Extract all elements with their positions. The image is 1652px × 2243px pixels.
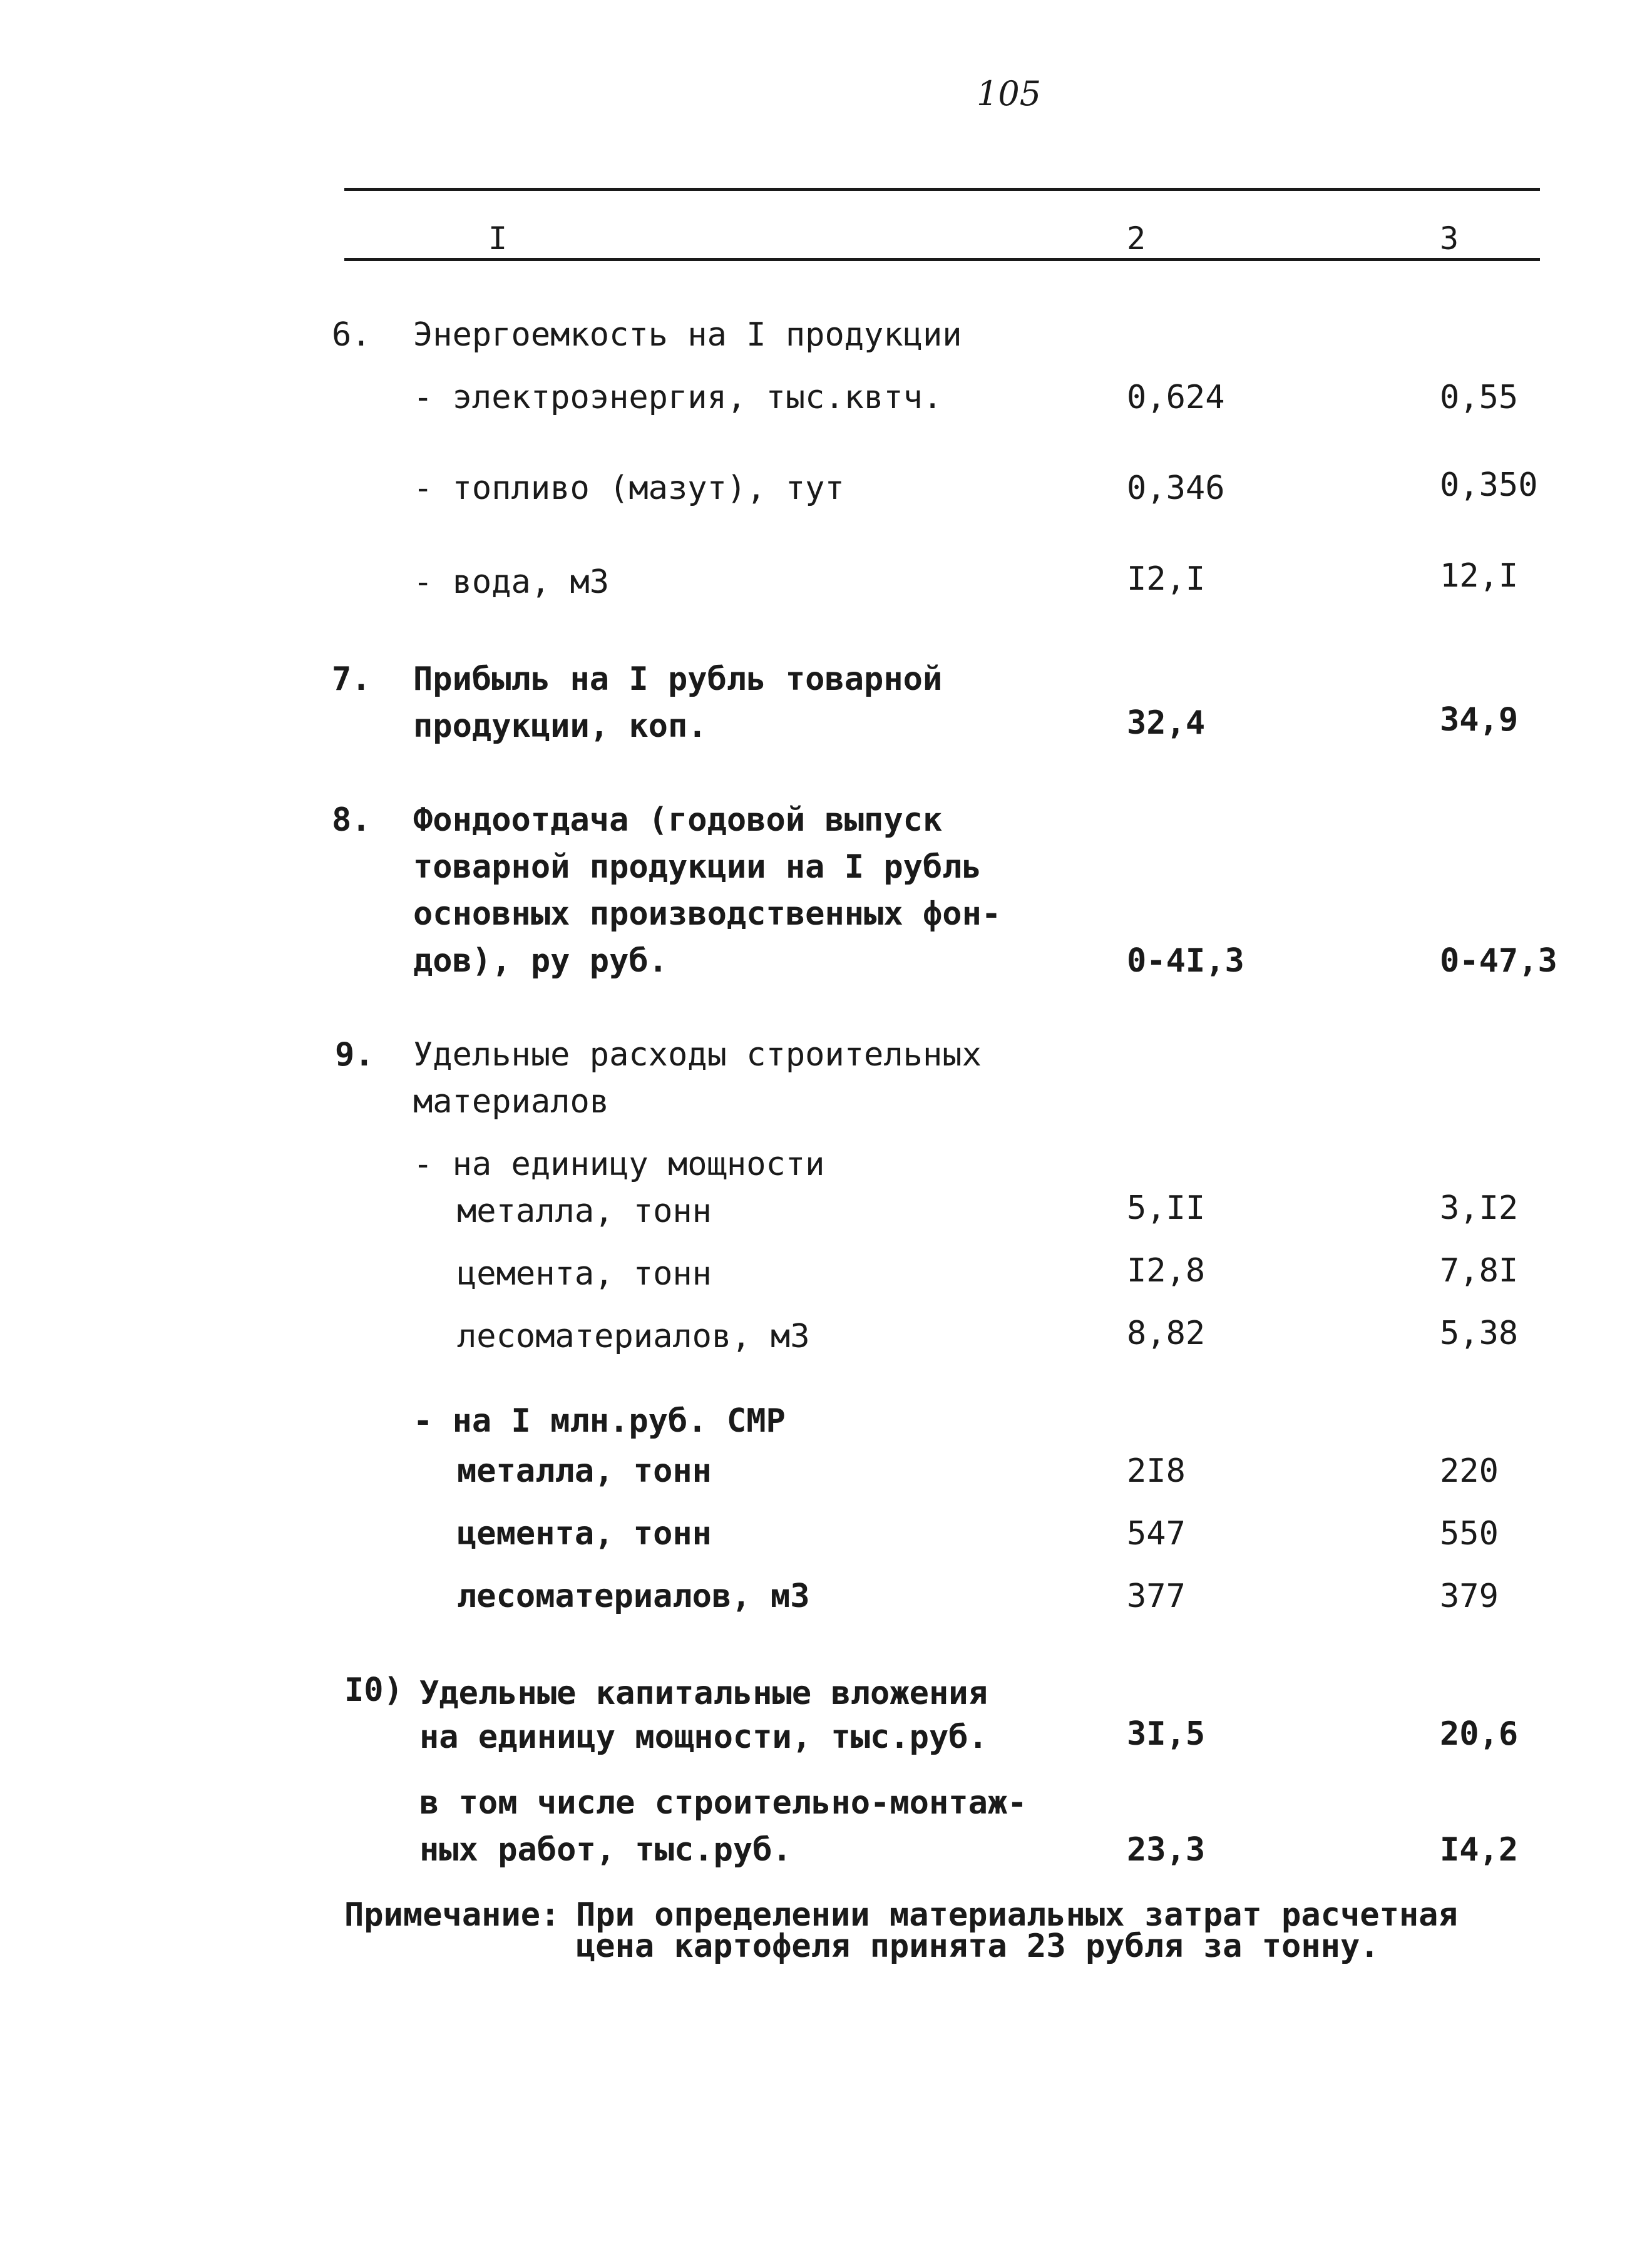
table-top-rule bbox=[344, 188, 1540, 191]
row-value-col2: 23,3 bbox=[1127, 1831, 1206, 1869]
section-line: Удельные расходы строительных bbox=[413, 1036, 982, 1074]
row-label: - электроэнергия, тыс.квтч. bbox=[413, 379, 943, 416]
section-number: 8. bbox=[332, 801, 371, 839]
section-line: Прибыль на I рубль товарной bbox=[413, 660, 943, 698]
subsection-title: - на I млн.руб. СМР bbox=[413, 1402, 786, 1440]
row-value-col2: 8,82 bbox=[1127, 1315, 1206, 1352]
row-value-col2: 32,4 bbox=[1127, 704, 1206, 742]
section-number: 7. bbox=[332, 660, 371, 698]
row-value-col3: 3,I2 bbox=[1440, 1189, 1519, 1227]
header-col-3: 3 bbox=[1440, 220, 1459, 257]
row-label: цемента, тонн bbox=[457, 1515, 712, 1553]
section-line: продукции, коп. bbox=[413, 707, 707, 745]
row-value-col2: 0-4I,3 bbox=[1127, 942, 1244, 980]
row-label: - вода, м3 bbox=[413, 563, 610, 601]
row-value-col2: 0,346 bbox=[1127, 470, 1225, 507]
row-value-col3: 550 bbox=[1440, 1515, 1499, 1553]
row-value-col2: 2I8 bbox=[1127, 1452, 1186, 1490]
header-col-1: I bbox=[488, 220, 508, 257]
table-header-rule bbox=[344, 258, 1540, 261]
row-label: цемента, тонн bbox=[457, 1255, 712, 1293]
section-line: Фондоотдача (годовой выпуск bbox=[413, 801, 943, 839]
page-number: 105 bbox=[977, 74, 1042, 113]
section-line: в том числе строительно-монтаж- bbox=[419, 1784, 1027, 1822]
row-label: лесоматериалов, м3 bbox=[457, 1318, 810, 1355]
row-value-col2: 377 bbox=[1127, 1578, 1186, 1615]
row-value-col2: 3I,5 bbox=[1127, 1715, 1206, 1753]
row-label: металла, тонн bbox=[457, 1193, 712, 1230]
row-value-col3: I4,2 bbox=[1440, 1831, 1519, 1869]
row-value-col3: 0,350 bbox=[1440, 466, 1538, 504]
section-line: товарной продукции на I рубль bbox=[413, 848, 982, 886]
row-value-col3: 220 bbox=[1440, 1452, 1499, 1490]
header-col-2: 2 bbox=[1127, 220, 1146, 257]
row-value-col3: 0,55 bbox=[1440, 379, 1519, 416]
row-value-col3: 5,38 bbox=[1440, 1315, 1519, 1352]
row-value-col3: 12,I bbox=[1440, 557, 1519, 595]
subsection-title: - на единицу мощности bbox=[413, 1146, 825, 1183]
section-title: Энергоемкость на I продукции bbox=[413, 316, 962, 354]
section-line: на единицу мощности, тыс.руб. bbox=[419, 1718, 988, 1756]
row-value-col2: I2,I bbox=[1127, 560, 1206, 598]
row-value-col3: 7,8I bbox=[1440, 1252, 1519, 1290]
row-value-col3: 0-47,3 bbox=[1440, 942, 1557, 980]
row-value-col3: 20,6 bbox=[1440, 1715, 1519, 1753]
section-number: 6. bbox=[332, 316, 371, 354]
section-line: Удельные капитальные вложения bbox=[419, 1675, 988, 1712]
row-value-col3: 34,9 bbox=[1440, 701, 1519, 739]
section-number: I0) bbox=[344, 1671, 403, 1709]
section-number: 9. bbox=[335, 1036, 374, 1074]
row-value-col2: 547 bbox=[1127, 1515, 1186, 1553]
row-value-col3: 379 bbox=[1440, 1578, 1499, 1615]
footnote-line: При определении материальных затрат расчетная bbox=[576, 1896, 1458, 1934]
footnote-label: Примечание: bbox=[344, 1896, 560, 1934]
row-label: металла, тонн bbox=[457, 1452, 712, 1490]
section-line: дов), ру руб. bbox=[413, 942, 668, 980]
section-line: основных производственных фон- bbox=[413, 895, 1002, 933]
row-value-col2: I2,8 bbox=[1127, 1252, 1206, 1290]
row-value-col2: 0,624 bbox=[1127, 379, 1225, 416]
row-label: - топливо (мазут), тут bbox=[413, 470, 844, 507]
section-line: материалов bbox=[413, 1083, 610, 1121]
section-line: ных работ, тыс.руб. bbox=[419, 1831, 792, 1869]
row-value-col2: 5,II bbox=[1127, 1189, 1206, 1227]
row-label: лесоматериалов, м3 bbox=[457, 1578, 810, 1615]
footnote-line: цена картофеля принята 23 рубля за тонну. bbox=[576, 1927, 1380, 1965]
